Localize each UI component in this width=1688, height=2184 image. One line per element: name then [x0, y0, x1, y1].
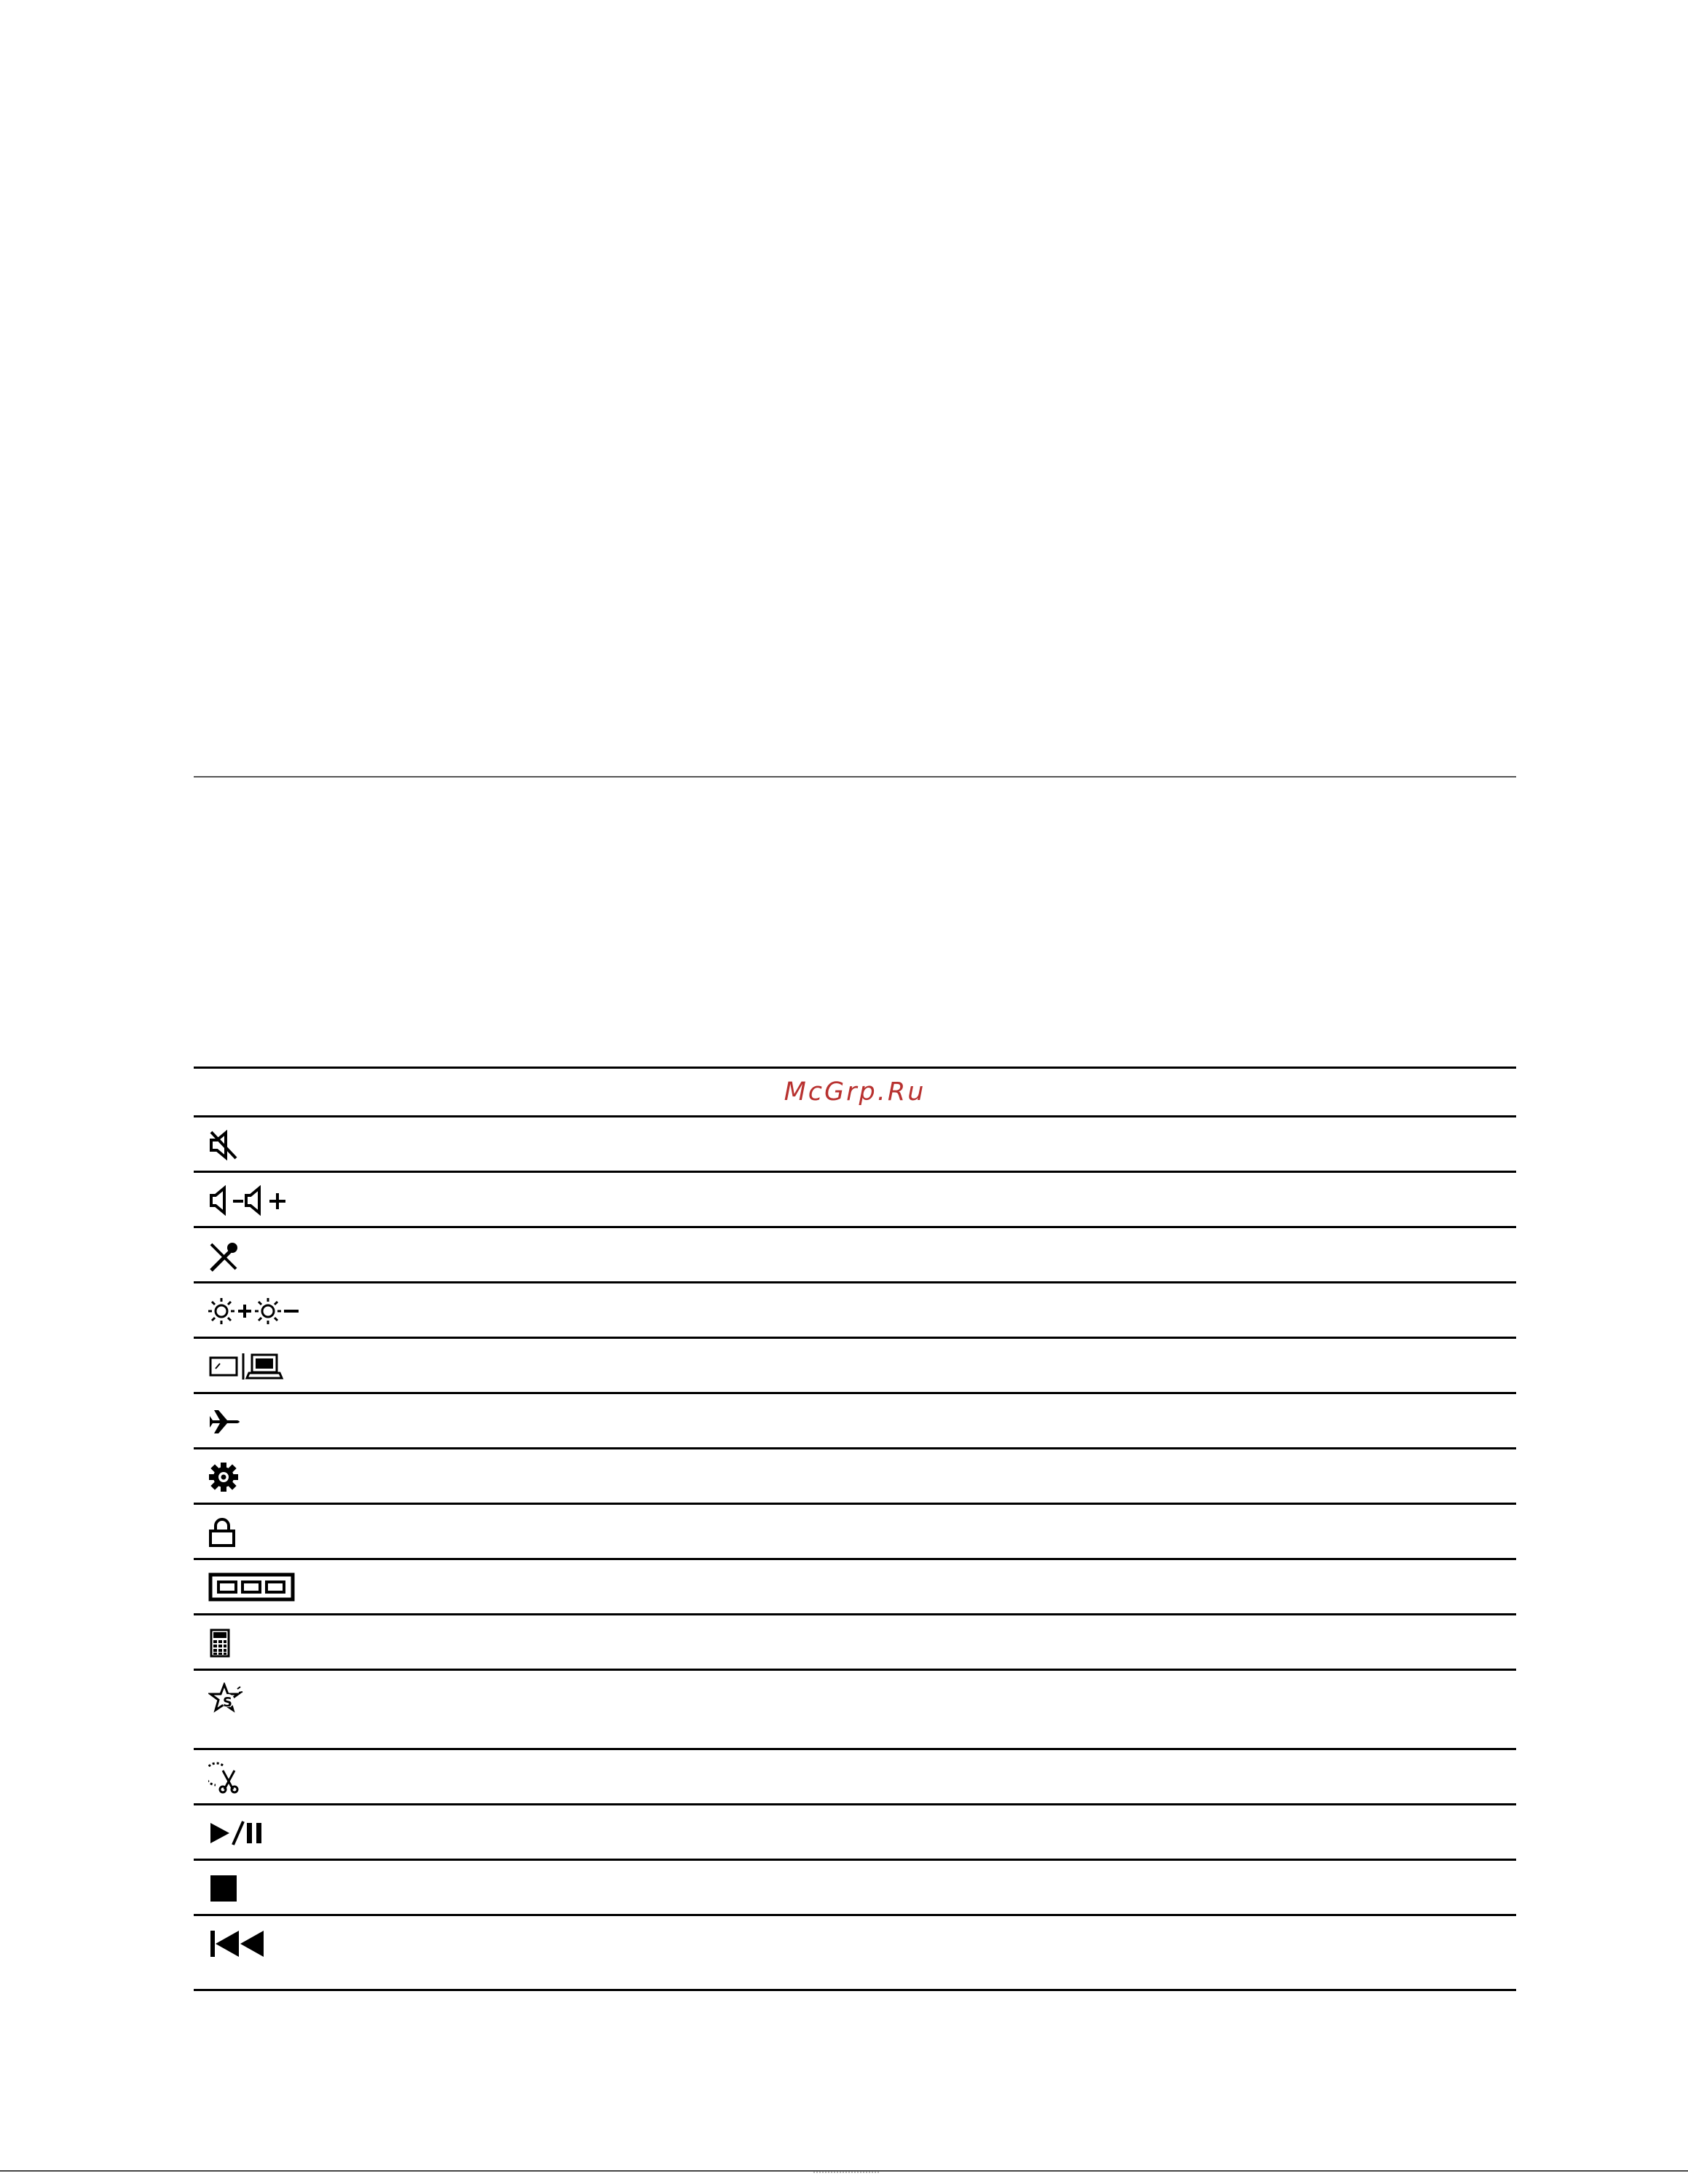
display-switch-icon: [208, 1350, 288, 1382]
table-row: [194, 1750, 1516, 1805]
snipping-tool-icon: [208, 1762, 243, 1794]
watermark-text: McGrp.Ru: [784, 1077, 926, 1107]
table-row: [194, 1173, 1516, 1228]
special-keys-table: [194, 1067, 1516, 1991]
table-row: [194, 1449, 1516, 1505]
settings-gear-icon: [208, 1461, 240, 1493]
table-row: [194, 1615, 1516, 1671]
volume-down-up-icon: [208, 1184, 296, 1216]
table-row: [194, 1339, 1516, 1394]
table-row: [194, 1861, 1516, 1916]
table-row: [194, 1394, 1516, 1449]
table-row: [194, 1505, 1516, 1560]
table-row: [194, 1560, 1516, 1615]
play-pause-icon: [208, 1817, 274, 1849]
table-header-row: [194, 1069, 1516, 1117]
calculator-icon: [208, 1627, 240, 1659]
task-view-icon: [208, 1572, 303, 1604]
microphone-mute-icon: [208, 1240, 240, 1272]
footer-mark: [813, 2172, 879, 2177]
table-row: [194, 1671, 1516, 1750]
section-divider: [194, 776, 1516, 778]
svg-text:S: S: [223, 1695, 232, 1710]
previous-track-icon: [208, 1928, 274, 1960]
airplane-mode-icon: [208, 1406, 243, 1438]
table-row: [194, 1283, 1516, 1339]
table-row: [194, 1916, 1516, 1991]
table-row: [194, 1228, 1516, 1283]
table-row: [194, 1117, 1516, 1173]
speaker-mute-icon: [208, 1129, 240, 1161]
favorite-star-icon: [208, 1682, 245, 1714]
table-row: [194, 1805, 1516, 1861]
lock-icon: [208, 1516, 240, 1548]
brightness-up-down-icon: [208, 1295, 310, 1327]
stop-icon: [208, 1872, 240, 1904]
